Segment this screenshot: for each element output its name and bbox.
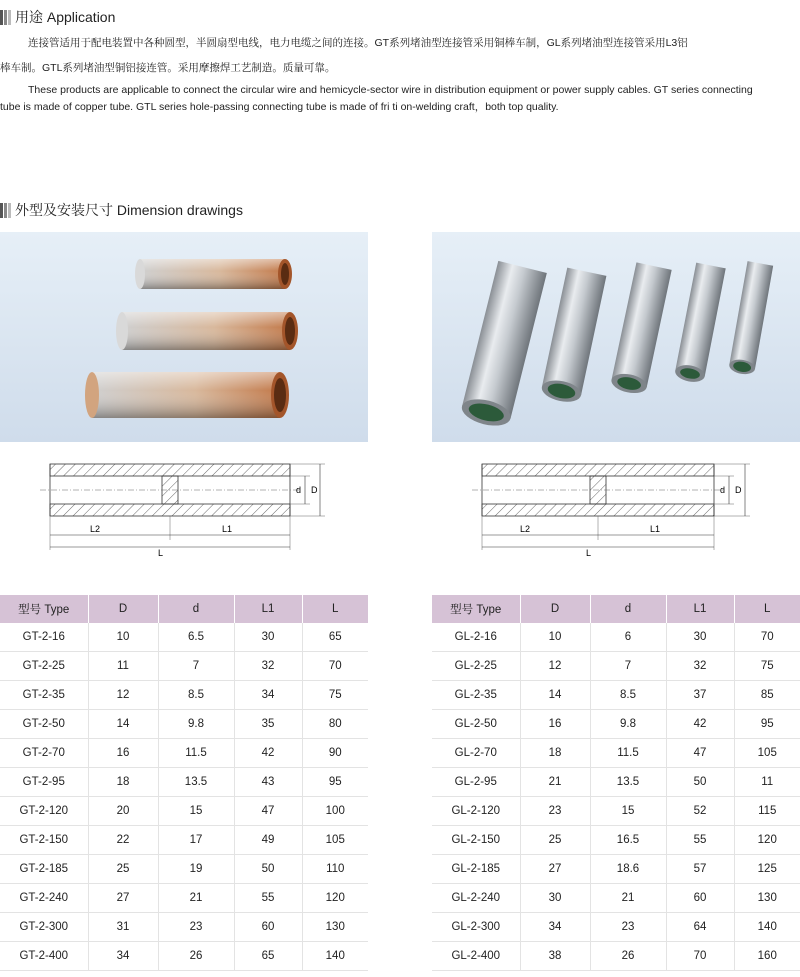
gt-drawing-label-L2: L2 <box>90 524 101 534</box>
gl-table-cell: 47 <box>666 739 734 768</box>
gl-table-cell: 60 <box>666 884 734 913</box>
gl-table-row <box>432 942 800 971</box>
gt-table-cell: 19 <box>158 855 234 884</box>
gl-table-cell: 130 <box>734 884 800 913</box>
gt-table-cell: 11 <box>88 652 158 681</box>
gl-header-cell: L <box>734 595 800 623</box>
gt-table-row <box>0 884 368 913</box>
gt-drawing-label-L1: L1 <box>222 524 233 534</box>
gl-table-row <box>432 710 800 739</box>
dimension-heading <box>0 201 243 219</box>
gt-table-row <box>0 652 368 681</box>
gl-table-cell: GL-2-150 <box>432 826 520 855</box>
gt-table-cell: 75 <box>302 681 368 710</box>
gt-header-cell: d <box>158 595 234 623</box>
gt-table-row <box>0 826 368 855</box>
gl-table-cell: 16.5 <box>590 826 666 855</box>
gt-table-cell: 120 <box>302 884 368 913</box>
gt-table-cell: 20 <box>88 797 158 826</box>
gt-table-cell: 110 <box>302 855 368 884</box>
gt-table-cell: GT-2-70 <box>0 739 88 768</box>
gl-table-cell: 8.5 <box>590 681 666 710</box>
gl-table-cell: GL-2-25 <box>432 652 520 681</box>
gt-table-cell: 26 <box>158 942 234 971</box>
gt-table-row <box>0 797 368 826</box>
gl-table-cell: 14 <box>520 681 590 710</box>
gt-table-cell: 60 <box>234 913 302 942</box>
gl-table-cell: 16 <box>520 710 590 739</box>
gt-table-row <box>0 855 368 884</box>
gt-header-cell: D <box>88 595 158 623</box>
gt-table-row <box>0 768 368 797</box>
gl-table-cell: 23 <box>520 797 590 826</box>
gl-table-cell: 6 <box>590 623 666 652</box>
gl-table-cell: 26 <box>590 942 666 971</box>
gl-table-cell: 75 <box>734 652 800 681</box>
gl-drawing-label-d: d <box>720 485 726 495</box>
gl-table-row <box>432 855 800 884</box>
section-marker-icon <box>0 203 11 218</box>
gt-table-cell: 10 <box>88 623 158 652</box>
gl-table-row <box>432 768 800 797</box>
gl-table-cell: 38 <box>520 942 590 971</box>
gl-table-cell: 30 <box>520 884 590 913</box>
gt-table-cell: GT-2-25 <box>0 652 88 681</box>
gt-table-cell: 50 <box>234 855 302 884</box>
gl-drawing-label-L2: L2 <box>520 524 531 534</box>
gl-table-cell: GL-2-95 <box>432 768 520 797</box>
gl-table-cell: GL-2-120 <box>432 797 520 826</box>
gl-table-cell: 95 <box>734 710 800 739</box>
gt-table-cell: 7 <box>158 652 234 681</box>
gt-table-cell: GT-2-16 <box>0 623 88 652</box>
gl-table-cell: GL-2-16 <box>432 623 520 652</box>
gl-table-cell: 32 <box>666 652 734 681</box>
gt-table-cell: GT-2-300 <box>0 913 88 942</box>
gt-table-row <box>0 681 368 710</box>
gl-table-cell: GL-2-240 <box>432 884 520 913</box>
application-en-line2: tube is made of copper tube. GTL series hole-passing connecting tube is made of fri ti on-welding craft，both top quality. <box>0 101 559 113</box>
gt-table-cell: 14 <box>88 710 158 739</box>
gt-drawing-label-D: D <box>311 485 318 495</box>
gt-table-body <box>0 623 368 971</box>
gl-tubes-photo <box>432 232 800 442</box>
dimension-title: 外型及安装尺寸 Dimension drawings <box>15 202 243 218</box>
gl-header-cell: D <box>520 595 590 623</box>
gt-table-cell: 140 <box>302 942 368 971</box>
gt-table-cell: 65 <box>302 623 368 652</box>
gl-table-row <box>432 623 800 652</box>
gt-table-cell: 21 <box>158 884 234 913</box>
gl-table-cell: 11.5 <box>590 739 666 768</box>
gt-table-cell: 70 <box>302 652 368 681</box>
gl-table-cell: 120 <box>734 826 800 855</box>
gt-table-cell: 55 <box>234 884 302 913</box>
gt-table-cell: 34 <box>88 942 158 971</box>
gl-table-cell: 70 <box>734 623 800 652</box>
gl-table-cell: GL-2-185 <box>432 855 520 884</box>
gt-table-cell: 43 <box>234 768 302 797</box>
gl-header-cell: 型号 Type <box>432 595 520 623</box>
gl-table-cell: 7 <box>590 652 666 681</box>
gl-table-cell: 125 <box>734 855 800 884</box>
gl-table-cell: 140 <box>734 913 800 942</box>
application-en-line1: These products are applicable to connect the circular wire and hemicycle-sector wire in distribution equipment or power supply cables. GT series connecting <box>28 84 753 96</box>
gl-header-cell: d <box>590 595 666 623</box>
gt-table-header-row <box>0 595 368 623</box>
gl-table-row <box>432 826 800 855</box>
gl-table-cell: GL-2-70 <box>432 739 520 768</box>
gt-drawing-label-d: d <box>296 485 302 495</box>
gl-table-row <box>432 913 800 942</box>
gl-table-cell: GL-2-300 <box>432 913 520 942</box>
gl-table-cell: GL-2-400 <box>432 942 520 971</box>
gl-table-cell: 57 <box>666 855 734 884</box>
gl-table-row <box>432 652 800 681</box>
gt-table-row <box>0 942 368 971</box>
gl-table-cell: 52 <box>666 797 734 826</box>
gl-table-cell: 34 <box>520 913 590 942</box>
gl-table-cell: 42 <box>666 710 734 739</box>
gt-table-cell: 8.5 <box>158 681 234 710</box>
gl-table-cell: 85 <box>734 681 800 710</box>
gt-header-cell: L1 <box>234 595 302 623</box>
gl-table-body <box>432 623 800 971</box>
gl-table-row <box>432 884 800 913</box>
gt-spec-table <box>0 595 368 971</box>
gt-table-cell: 90 <box>302 739 368 768</box>
gt-table-cell: GT-2-185 <box>0 855 88 884</box>
gl-table-row <box>432 739 800 768</box>
gl-table-cell: 12 <box>520 652 590 681</box>
gt-table-cell: GT-2-240 <box>0 884 88 913</box>
gl-table-cell: 27 <box>520 855 590 884</box>
gt-table-cell: 35 <box>234 710 302 739</box>
gl-table-cell: 105 <box>734 739 800 768</box>
gt-table-cell: GT-2-120 <box>0 797 88 826</box>
gt-drawing-label-L: L <box>158 548 164 558</box>
gl-header-cell: L1 <box>666 595 734 623</box>
gl-table-cell: 13.5 <box>590 768 666 797</box>
gt-table-cell: 27 <box>88 884 158 913</box>
application-title: 用途 Application <box>15 9 116 25</box>
gt-table-row <box>0 710 368 739</box>
gt-table-cell: 13.5 <box>158 768 234 797</box>
gl-dimension-drawing <box>432 450 800 570</box>
gl-spec-table <box>432 595 800 971</box>
gt-table-cell: 100 <box>302 797 368 826</box>
gl-table-cell: 25 <box>520 826 590 855</box>
gl-table-row <box>432 797 800 826</box>
gt-table-cell: 25 <box>88 855 158 884</box>
gt-table-cell: GT-2-150 <box>0 826 88 855</box>
gt-table-cell: 12 <box>88 681 158 710</box>
gt-table-cell: 23 <box>158 913 234 942</box>
gl-table-cell: 160 <box>734 942 800 971</box>
gl-table-cell: GL-2-35 <box>432 681 520 710</box>
gl-table-cell: 55 <box>666 826 734 855</box>
gl-table-cell: 70 <box>666 942 734 971</box>
gl-drawing-label-L: L <box>586 548 592 558</box>
gl-drawing-label-D: D <box>735 485 742 495</box>
gl-table-header-row <box>432 595 800 623</box>
gl-table-cell: 50 <box>666 768 734 797</box>
gl-table-cell: 37 <box>666 681 734 710</box>
gt-table-cell: 15 <box>158 797 234 826</box>
gl-table-cell: 10 <box>520 623 590 652</box>
gl-table-cell: 30 <box>666 623 734 652</box>
gt-tubes-photo <box>0 232 368 442</box>
application-cn-line2: 棒车制。GTL系列堵油型铜铝接连管。采用摩擦焊工艺制造。质量可靠。 <box>0 62 336 74</box>
gt-table-cell: 49 <box>234 826 302 855</box>
gt-table-cell: 22 <box>88 826 158 855</box>
gt-table-cell: 18 <box>88 768 158 797</box>
gl-table-cell: 64 <box>666 913 734 942</box>
gt-table-row <box>0 913 368 942</box>
gt-table-cell: 31 <box>88 913 158 942</box>
gt-table-cell: 130 <box>302 913 368 942</box>
gt-table-cell: 34 <box>234 681 302 710</box>
gt-table-cell: 17 <box>158 826 234 855</box>
gl-drawing-label-L1: L1 <box>650 524 661 534</box>
gt-table-cell: 65 <box>234 942 302 971</box>
gt-table-cell: 6.5 <box>158 623 234 652</box>
gl-table-cell: 115 <box>734 797 800 826</box>
gt-table-cell: 16 <box>88 739 158 768</box>
gl-table-cell: 9.8 <box>590 710 666 739</box>
gt-table-row <box>0 623 368 652</box>
gt-table-cell: 32 <box>234 652 302 681</box>
gl-table-cell: 11 <box>734 768 800 797</box>
gt-table-cell: GT-2-35 <box>0 681 88 710</box>
gl-table-cell: 18 <box>520 739 590 768</box>
section-marker-icon <box>0 10 11 25</box>
gt-table-cell: 95 <box>302 768 368 797</box>
gt-table-cell: GT-2-50 <box>0 710 88 739</box>
gl-table-cell: GL-2-50 <box>432 710 520 739</box>
gt-table-cell: 80 <box>302 710 368 739</box>
gt-table-cell: GT-2-95 <box>0 768 88 797</box>
gl-table-cell: 23 <box>590 913 666 942</box>
gt-table-cell: GT-2-400 <box>0 942 88 971</box>
gt-header-cell: L <box>302 595 368 623</box>
gl-table-cell: 18.6 <box>590 855 666 884</box>
application-heading <box>0 8 115 26</box>
gl-table-cell: 21 <box>520 768 590 797</box>
gt-table-cell: 47 <box>234 797 302 826</box>
gl-table-cell: 15 <box>590 797 666 826</box>
gt-table-cell: 105 <box>302 826 368 855</box>
application-cn-line1: 连接管适用于配电装置中各种圆型，半圆扇型电线，电力电缆之间的连接。GT系列堵油型连接管采用铜棒车制，GL系列堵油型连接管采用L3铝 <box>28 37 688 49</box>
gt-table-cell: 30 <box>234 623 302 652</box>
gl-table-cell: 21 <box>590 884 666 913</box>
gt-table-cell: 42 <box>234 739 302 768</box>
gl-table-row <box>432 681 800 710</box>
gt-table-row <box>0 739 368 768</box>
gt-table-cell: 9.8 <box>158 710 234 739</box>
gt-dimension-drawing <box>0 450 368 570</box>
gt-header-cell: 型号 Type <box>0 595 88 623</box>
gt-table-cell: 11.5 <box>158 739 234 768</box>
